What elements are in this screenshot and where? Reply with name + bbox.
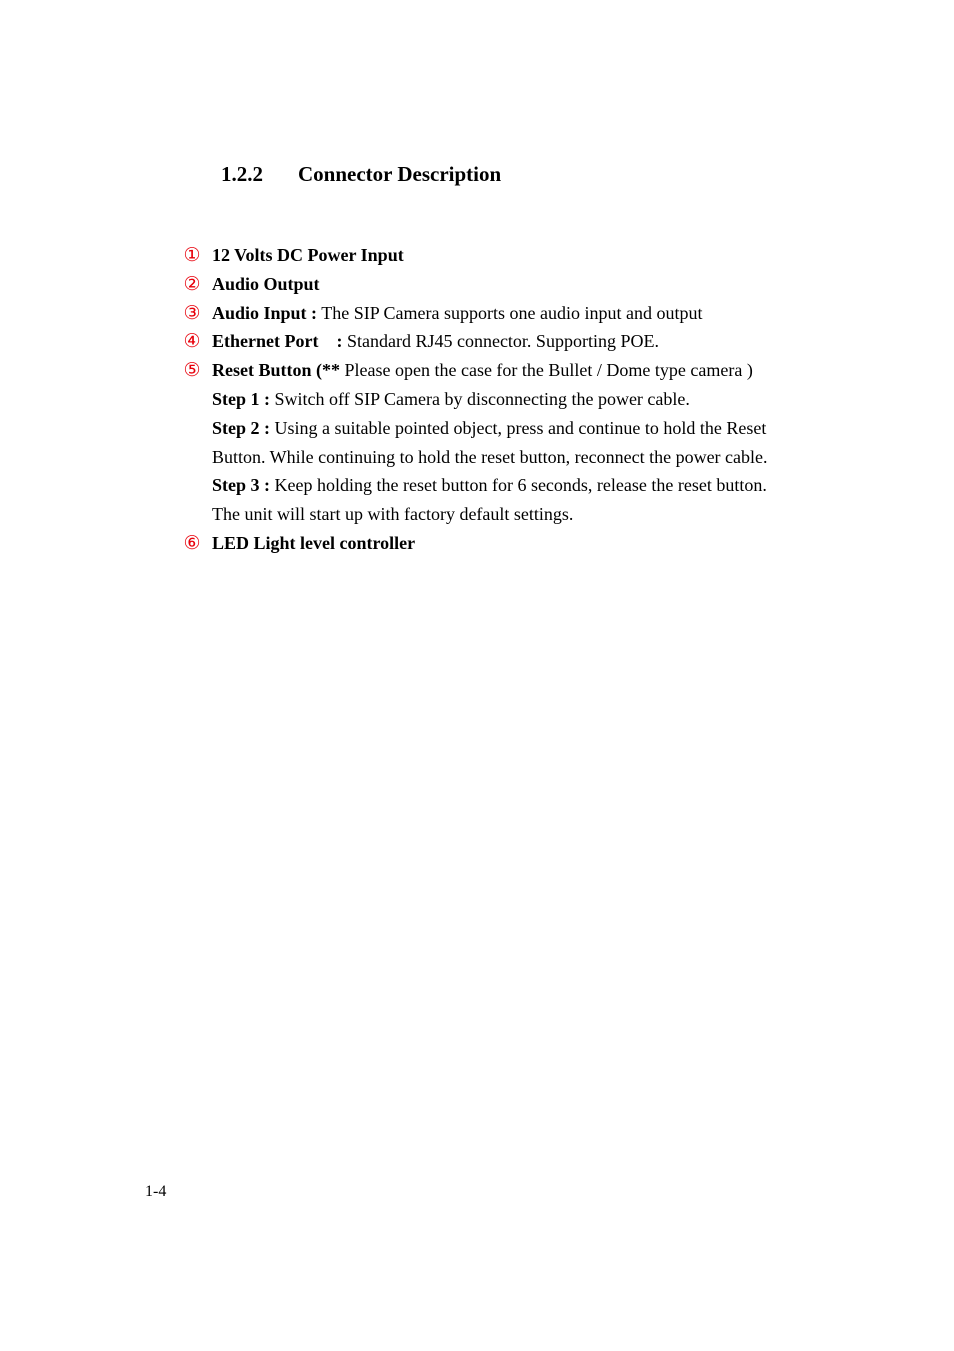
reset-step-3-continued xyxy=(0,500,954,529)
item-label: Audio Input : xyxy=(212,302,318,323)
item-description: Please open the case for the Bullet / Dome type camera ) xyxy=(340,360,753,381)
item-description: The SIP Camera supports one audio input and output xyxy=(317,302,703,323)
step-label: Step 3 : xyxy=(212,475,270,496)
item-label: Ethernet Port : xyxy=(212,331,343,352)
reset-step-2 xyxy=(0,414,954,443)
section-title: Connector Description xyxy=(298,162,502,186)
circled-number-3-icon: ③ xyxy=(183,301,201,324)
item-label: LED Light level controller xyxy=(212,532,416,553)
item-label: 12 Volts DC Power Input xyxy=(212,245,404,265)
step-text: Keep holding the reset button for 6 seconds, release the reset button. xyxy=(274,475,767,496)
step-label: Step 2 : xyxy=(212,417,270,438)
item-label: Audio Output xyxy=(212,273,320,294)
section-number: 1.2.2 xyxy=(221,162,263,186)
circled-number-2-icon: ② xyxy=(183,272,201,295)
circled-number-4-icon: ④ xyxy=(183,330,201,353)
circled-number-1-icon: ① xyxy=(183,244,201,266)
item-label: Reset Button (** xyxy=(212,360,340,381)
list-item-led-controller xyxy=(0,529,954,558)
reset-step-1 xyxy=(0,385,954,414)
list-item-power-input xyxy=(0,241,954,270)
circled-number-6-icon: ⑥ xyxy=(183,531,201,554)
circled-number-5-icon: ⑤ xyxy=(183,359,201,382)
step-label: Step 1 : xyxy=(212,388,270,409)
reset-step-3 xyxy=(0,471,954,500)
connector-list xyxy=(0,241,954,558)
list-item-audio-output xyxy=(0,270,954,299)
item-description: Standard RJ45 connector. Supporting POE. xyxy=(342,331,659,352)
section-heading xyxy=(221,162,501,187)
step-text: The unit will start up with factory default settings. xyxy=(212,504,574,525)
list-item-reset-button xyxy=(0,356,954,385)
list-item-ethernet-port xyxy=(0,327,954,356)
step-text: Button. While continuing to hold the reset button, reconnect the power cable. xyxy=(212,446,768,467)
step-text: Switch off SIP Camera by disconnecting the power cable. xyxy=(274,388,690,409)
reset-step-2-continued xyxy=(0,443,954,472)
page-number: 1-4 xyxy=(145,1183,167,1200)
step-text: Using a suitable pointed object, press and continue to hold the Reset xyxy=(274,417,767,438)
list-item-audio-input xyxy=(0,299,954,328)
